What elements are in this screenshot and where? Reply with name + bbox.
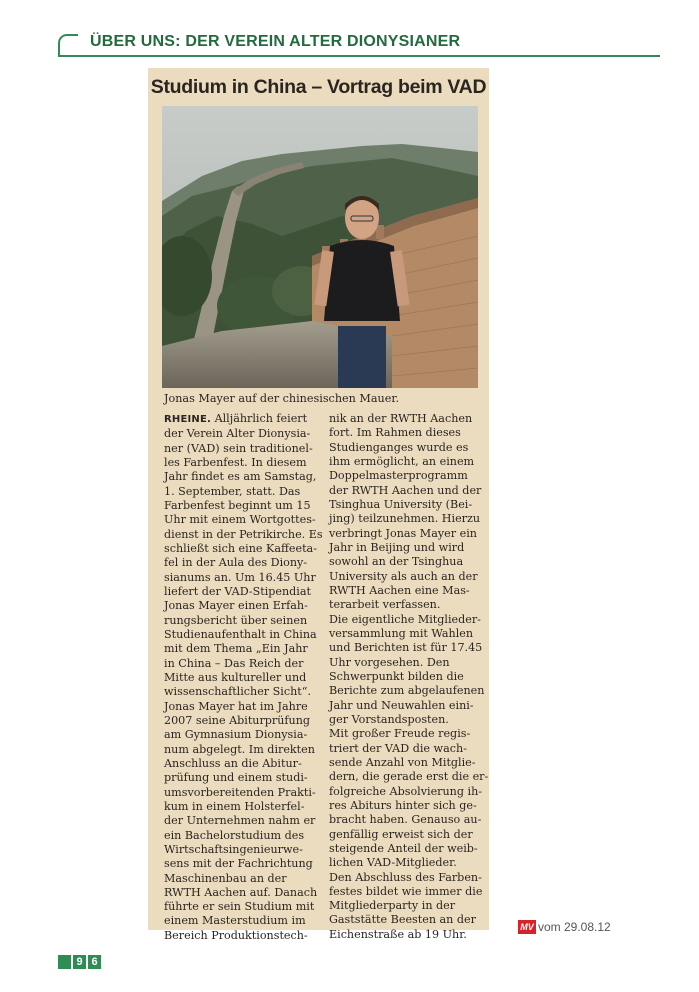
text-line: Den Abschluss des Farben-: [329, 870, 482, 884]
text-line: Wirtschaftsingenieurwe-: [164, 842, 303, 856]
text-line: jing) teilzunehmen. Hierzu: [329, 512, 481, 526]
text-line: wissenschaftlicher Sicht“.: [164, 685, 311, 699]
text-line: fort. Im Rahmen dieses: [329, 426, 461, 440]
text-line: Maschinenbau an der: [164, 871, 287, 885]
text-line: festes bildet wie immer die: [329, 884, 483, 898]
text-line: bracht haben. Genauso au-: [329, 813, 482, 827]
page-number-digit: 9: [73, 955, 86, 969]
text-line: Studienganges wurde es: [329, 440, 469, 454]
text-line: Doppelmasterprogramm: [329, 469, 468, 483]
source-date: vom 29.08.12: [538, 919, 611, 934]
header-rule: [58, 55, 660, 57]
text-line: Mit großer Freude regis-: [329, 727, 471, 741]
text-line: der RWTH Aachen und der: [329, 483, 482, 497]
text-line: liefert der VAD-Stipendiat: [164, 584, 311, 598]
text-line: Eichenstraße ab 19 Uhr.: [329, 927, 467, 941]
text-line: sende Anzahl von Mitglie-: [329, 755, 476, 769]
text-line: und Berichten ist für 17.45: [329, 641, 483, 655]
text-line: les Farbenfest. In diesem: [164, 455, 307, 469]
text-line: 2007 seine Abiturprüfung: [164, 713, 311, 727]
text-line: num abgelegt. Im direkten: [164, 742, 315, 756]
text-line: der Unternehmen nahm er: [164, 814, 316, 828]
text-line: Studienaufenthalt in China: [164, 627, 317, 641]
text-line: schließt sich eine Kaffeeta-: [164, 541, 317, 555]
text-line: RWTH Aachen auf. Danach: [164, 885, 318, 899]
text-line: Uhr mit einem Wortgottes-: [164, 513, 316, 527]
text-line: Jahr und Neuwahlen eini-: [329, 698, 474, 712]
text-line: fel in der Aula des Diony-: [164, 556, 308, 570]
dateline: RHEINE.: [164, 414, 212, 425]
text-line: ein Bachelorstudium des: [164, 828, 305, 842]
text-line: rungsbericht über seinen: [164, 613, 308, 627]
text-line: mit dem Thema „Ein Jahr: [164, 642, 308, 656]
text-line: Jahr in Beijing und wird: [329, 540, 465, 554]
text-line: University als auch an der: [329, 569, 478, 583]
text-line: versammlung mit Wahlen: [329, 626, 474, 640]
photo-caption: Jonas Mayer auf der chinesischen Mauer.: [164, 392, 400, 405]
text-line: sens mit der Fachrichtung: [164, 857, 313, 871]
text-line: ihm ermöglicht, an einem: [329, 454, 475, 468]
text-line: Berichte zum abgelaufenen: [329, 684, 485, 698]
header-bracket: [58, 34, 78, 56]
text-line: ner (VAD) sein traditionel-: [164, 441, 313, 455]
newspaper-clipping: [148, 68, 489, 942]
text-line: prüfung und einem studi-: [164, 771, 308, 785]
article-headline: Studium in China – Vortrag beim VAD: [150, 76, 487, 98]
text-line: folgreiche Absolvierung ih-: [329, 784, 483, 798]
text-line: verbringt Jonas Mayer ein: [329, 526, 477, 540]
text-line: triert der VAD die wach-: [329, 741, 467, 755]
text-line: Jonas Mayer hat im Jahre: [164, 699, 308, 713]
text-line: Farbenfest beginnt um 15: [164, 498, 311, 512]
text-line: Schwerpunkt bilden die: [329, 669, 464, 683]
text-line: 1. September, statt. Das: [164, 484, 301, 498]
text-line: führte er sein Studium mit: [164, 900, 315, 914]
text-line: in China – Das Reich der: [164, 656, 304, 670]
text-line: Tsinghua University (Bei-: [329, 497, 473, 511]
text-line: Jahr findet es am Samstag,: [164, 470, 317, 484]
text-line: Jonas Mayer einen Erfah-: [164, 599, 308, 613]
text-line: Die eigentliche Mitglieder-: [329, 612, 481, 626]
mv-logo: MV: [518, 920, 536, 934]
text-line: umsvorbereitenden Prakti-: [164, 785, 316, 799]
text-line: steigende Anteil der weib-: [329, 841, 478, 855]
text-line: RHEINE. Alljährlich feiert: [164, 412, 308, 425]
text-line: ger Vorstandsposten.: [329, 712, 449, 726]
source-credit: [518, 918, 611, 936]
text-line: am Gymnasium Dionysia-: [164, 728, 308, 742]
text-line: Anschluss an die Abitur-: [164, 756, 302, 770]
text-line: dern, die gerade erst die er-: [329, 770, 489, 784]
text-line: der Verein Alter Dionysia-: [164, 427, 311, 441]
text-line: Gaststätte Beesten an der: [329, 913, 476, 927]
page-number-marker: [58, 955, 71, 969]
text-line: einem Masterstudium im: [164, 914, 306, 928]
page-number-digit: 6: [88, 955, 101, 969]
text-line: sianums an. Um 16.45 Uhr: [164, 570, 316, 584]
text-line: lichen VAD-Mitglieder.: [329, 856, 457, 870]
text-line: res Abiturs hinter sich ge-: [329, 798, 477, 812]
text-line: Mitte aus kultureller und: [164, 670, 307, 684]
text-line: nik an der RWTH Aachen: [329, 412, 473, 425]
text-line: genfällig erweist sich der: [329, 827, 473, 841]
article-column-1: [164, 412, 324, 943]
text-line: Bereich Produktionstech-: [164, 928, 308, 942]
text-line: kum in einem Holsterfel-: [164, 799, 305, 813]
article-column-2: [329, 412, 487, 942]
article-photo: [162, 106, 478, 388]
text-line: Mitgliederparty in der: [329, 899, 456, 913]
text-line: Uhr vorgesehen. Den: [329, 655, 450, 669]
text-line: sowohl an der Tsinghua: [329, 555, 464, 569]
section-title: ÜBER UNS: DER VEREIN ALTER DIONYSIANER: [90, 33, 461, 50]
text-line: RWTH Aachen eine Mas-: [329, 583, 470, 597]
text-line: terarbeit verfassen.: [329, 598, 441, 612]
text-line: dienst in der Petrikirche. Es: [164, 527, 323, 541]
